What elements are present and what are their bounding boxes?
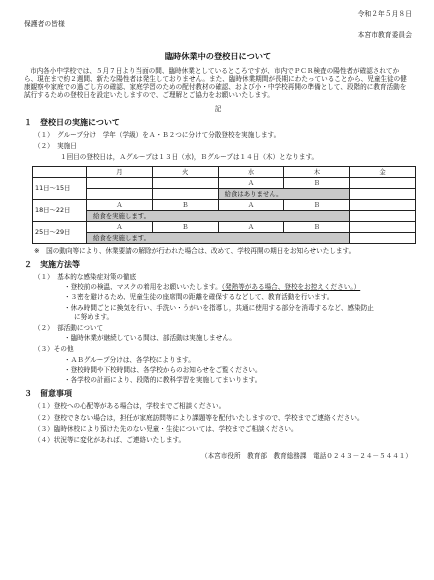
table-cell: Ａ bbox=[87, 221, 153, 232]
section-2-bullet: ・ＡＢグループ分けは、各学校によります。 bbox=[64, 355, 195, 364]
table-cell: Ｂ bbox=[284, 199, 350, 210]
table-cell: Ｂ bbox=[284, 177, 350, 188]
table-header-row bbox=[33, 166, 416, 177]
table-cell bbox=[350, 177, 416, 188]
table-cell bbox=[350, 199, 416, 210]
week-label: 25日～29日 bbox=[33, 221, 87, 243]
table-row bbox=[33, 199, 416, 210]
lunch-note: 給食を実施します。 bbox=[87, 232, 350, 243]
table-row bbox=[33, 210, 416, 221]
table-cell: Ａ bbox=[218, 177, 284, 188]
addressee: 保護者の皆様 bbox=[24, 20, 65, 29]
day-header-thu: 木 bbox=[284, 166, 350, 177]
day-header-mon: 月 bbox=[87, 166, 153, 177]
document-title: 臨時休業中の登校日について bbox=[164, 51, 272, 62]
section-3-heading: ３ 留意事項 bbox=[24, 389, 72, 399]
section-3-item: （１）登校への心配等がある場合は，学校までご相談ください。 bbox=[34, 402, 226, 411]
fever-warning: （発熱等がある場合、登校をお控えください。） bbox=[221, 283, 361, 292]
sender: 本宮市教育委員会 bbox=[357, 30, 412, 39]
contact-footer: （本宮市役所 教育部 教育総務課 電話０２４３－２４－５４４１） bbox=[201, 452, 412, 461]
table-cell bbox=[152, 177, 218, 188]
table-cell: Ｂ bbox=[284, 221, 350, 232]
section-2-bullet: ・登校時間や下校時間は、各学校からのお知らせをご覧ください。 bbox=[64, 365, 262, 374]
section-2-bullet: ・各学校の計画により、段階的に教科学習を実施してまいります。 bbox=[64, 376, 262, 385]
section-2-bullet: ・３密を避けるため、児童生徒の座席間の距離を確保するなどして、教育活動を行います。 bbox=[64, 293, 334, 302]
section-2-bullet: ・臨時休業が継続している間は、部活動は実施しません。 bbox=[64, 334, 236, 343]
section-2-item-2: （２） 部活動について bbox=[34, 323, 104, 332]
table-cell bbox=[350, 221, 416, 232]
table-cell bbox=[350, 232, 416, 243]
table-cell bbox=[350, 210, 416, 221]
table-row bbox=[33, 232, 416, 243]
resume-note: ※ 国の動向等により、休業要請の解除が行われた場合は、改めて、学校再開の期日をお知らせいたします。 bbox=[34, 246, 356, 255]
day-header-tue: 火 bbox=[152, 166, 218, 177]
table-cell: Ｂ bbox=[152, 221, 218, 232]
table-row bbox=[33, 188, 416, 199]
lunch-note: 給食はありません。 bbox=[218, 188, 350, 199]
lunch-note: 給食を実施します。 bbox=[87, 210, 350, 221]
section-3-item: （３）臨時休校により預けた先のない児童・生徒については、学校までご相談ください。 bbox=[34, 424, 298, 433]
day-header-wed: 水 bbox=[218, 166, 284, 177]
intro-section bbox=[24, 67, 412, 100]
week-label: 11日～15日 bbox=[33, 177, 87, 199]
section-3-item: （４）状況等に変化があれば、ご連絡いたします。 bbox=[34, 436, 186, 445]
section-3-item: （２）登校できない場合は，担任が家庭訪問等により課題等を配付いたしますので、学校までご連絡ください。 bbox=[34, 413, 364, 422]
section-2-bullet: ・休み時間ごとに換気を行い、手洗い・うがいを指導し，共通に使用する部分を消毒するなど、感染防止 bbox=[64, 303, 374, 312]
bullet-text: ・登校前の検温、マスクの着用をお願いいたします。 bbox=[64, 283, 222, 292]
table-cell bbox=[152, 188, 218, 199]
section-1-item-2: （２） 実施日 bbox=[34, 142, 77, 151]
table-cell bbox=[87, 177, 153, 188]
day-header-fri: 金 bbox=[350, 166, 416, 177]
table-cell: Ａ bbox=[87, 199, 153, 210]
table-row bbox=[33, 177, 416, 188]
document-date: 令和２年５月８日 bbox=[357, 10, 412, 18]
section-2-item-1: （１） 基本的な感染症対策の徹底 bbox=[34, 272, 137, 281]
table-corner-cell bbox=[33, 166, 87, 177]
week-label: 18日～22日 bbox=[33, 199, 87, 221]
section-2-heading: ２ 実施方法等 bbox=[24, 259, 80, 269]
intro-paragraph: 市内各小中学校では、５月７日より当面の間、臨時休業としているところですが、市内でＰＣＲ検査の陽性者が確認されてから、現在まで約２週間、新たな陽性者は発生しておりません。また、臨時休業期間が長期にわたっていることから、児童生徒の健康観察や家庭での過ごし方の確認、家庭学習のための配付教材の確認、および小・中学校再開の準備として、段階的に教育活動を試行するための登校日を設定いたしますので、ご理解とご協力をお願いいたします。 bbox=[24, 66, 407, 100]
section-2-bullet bbox=[24, 283, 412, 291]
section-1-heading: １ 登校日の実施について bbox=[24, 117, 120, 127]
section-1-item-2-detail: １回目の登校日は，Ａグループは１３日（水)，Ｂグループは１４日（木）となります。 bbox=[60, 153, 319, 162]
table-row bbox=[33, 221, 416, 232]
section-1-item-1: （１） グループ分け 学年（学級）をＡ・Ｂ２つに分けて分散登校を実施します。 bbox=[34, 130, 281, 139]
table-cell: Ｂ bbox=[152, 199, 218, 210]
table-cell: Ａ bbox=[218, 199, 284, 210]
section-2-bullet-cont: に努めます。 bbox=[74, 312, 114, 321]
section-2-item-3: （３）その他 bbox=[34, 345, 74, 354]
table-cell bbox=[87, 188, 153, 199]
table-cell bbox=[350, 188, 416, 199]
table-cell: Ａ bbox=[218, 221, 284, 232]
schedule-table bbox=[32, 166, 416, 244]
ki-mark: 記 bbox=[214, 104, 222, 113]
